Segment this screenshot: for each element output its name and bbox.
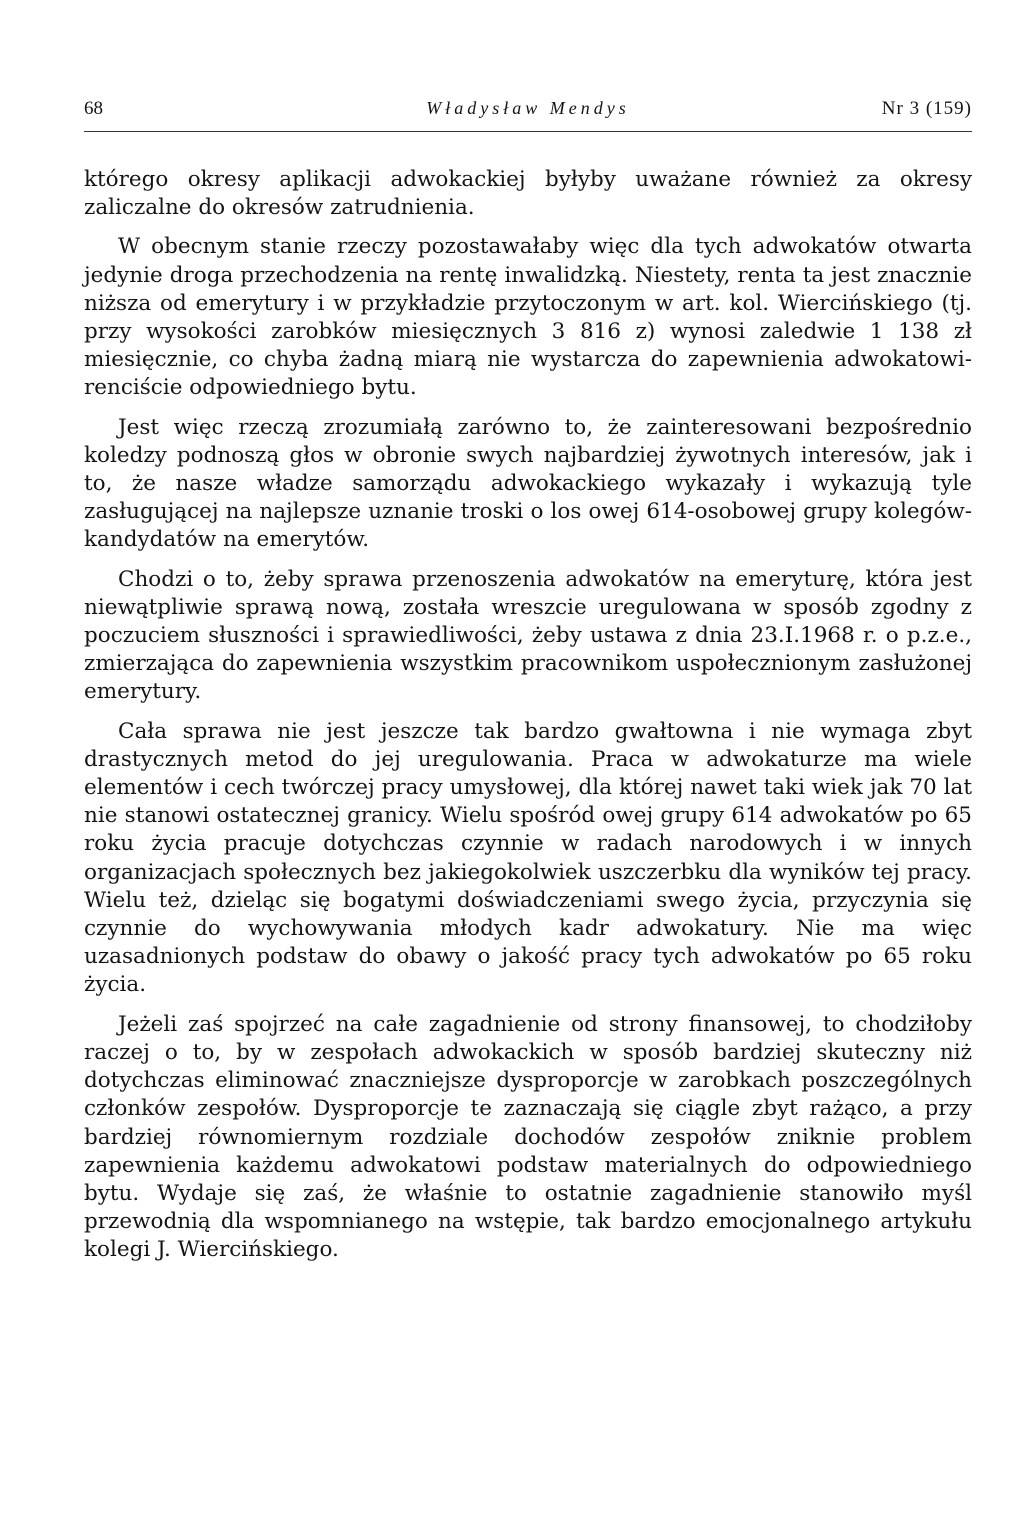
- running-header-author: Władysław Mendys: [426, 98, 630, 118]
- paragraph: Cała sprawa nie jest jeszcze tak bardzo gwałtowna i nie wymaga zbyt drastycznych metod do jej uregulowania. Praca w adwokaturze ma wiele elementów i cech twórczej pracy umysłowej, dla której nawet taki wiek jak 70 lat nie stanowi ostatecznej granicy. Wielu spośród owej grupy 614 adwokatów po 65 roku życia pracuje dotychczas czynnie w radach narodowych i w innych organizacjach społecznych bez jakiegokolwiek uszczerbku dla wyników tej pracy. Wielu też, dzieląc się bogatymi doświadczeniami swego życia, przyczynia się czynnie do wychowywania młodych kadr adwokatury. Nie ma więc uzasadnionych podstaw do obawy o jakość pracy tych adwokatów po 65 roku życia.: [84, 718, 972, 998]
- article-body: [84, 166, 972, 1276]
- paragraph: którego okresy aplikacji adwokackiej byłyby uważane również za okresy zaliczalne do okresów zatrudnienia.: [84, 167, 972, 221]
- paragraph: Chodzi o to, żeby sprawa przenoszenia adwokatów na emeryturę, która jest niewątpliwie sprawą nową, została wreszcie uregulowana w sposób zgodny z poczuciem słuszności i sprawiedliwości, żeby ustawa z dnia 23.I.1968 r. o p.z.e., zmierzająca do zapewnienia wszystkim pracownikom uspołecznionym zasłużonej emerytury.: [84, 566, 972, 705]
- issue-number: Nr 3 (159): [881, 98, 972, 119]
- page-number: 68: [84, 98, 103, 119]
- paragraph: Jest więc rzeczą zrozumiałą zarówno to, że zainteresowani bezpośrednio koledzy podnoszą głos w obronie swych najbardziej żywotnych interesów, jak i to, że nasze władze samorządu adwokackiego wykazały i wykazują tyle zasługującej na najlepsze uznanie troski o los owej 614-osobowej grupy kolegów-kandydatów na emerytów.: [84, 414, 972, 553]
- paragraph: Jeżeli zaś spojrzeć na całe zagadnienie od strony finansowej, to chodziłoby raczej o to, by w zespołach adwokackich w sposób bardziej skuteczny niż dotychczas eliminować znaczniejsze dysproporcje w zarobkach poszczególnych członków zespołów. Dysproporcje te zaznaczają się ciągle zbyt rażąco, a przy bardziej równomiernym rozdziale dochodów zespołów zniknie problem zapewnienia każdemu adwokatowi podstaw materialnych do odpowiedniego bytu. Wydaje się zaś, że właśnie to ostatnie zagadnienie stanowiło myśl przewodnią dla wspomnianego na wstępie, tak bardzo emocjonalnego artykułu kolegi J. Wiercińskiego.: [84, 1011, 972, 1263]
- paragraph: W obecnym stanie rzeczy pozostawałaby więc dla tych adwokatów otwarta jedynie droga przechodzenia na rentę inwalidzką. Niestety, renta ta jest znacznie niższa od emerytury i w przykładzie przytoczonym w art. kol. Wiercińskiego (tj. przy wysokości zarobków miesięcznych 3 816 z) wynosi zaledwie 1 138 zł miesięcznie, co chyba żadną miarą nie wystarcza do zapewnienia adwokatowi-renciście odpowiedniego bytu.: [84, 234, 972, 401]
- running-header: [84, 98, 972, 134]
- header-rule: [84, 131, 972, 132]
